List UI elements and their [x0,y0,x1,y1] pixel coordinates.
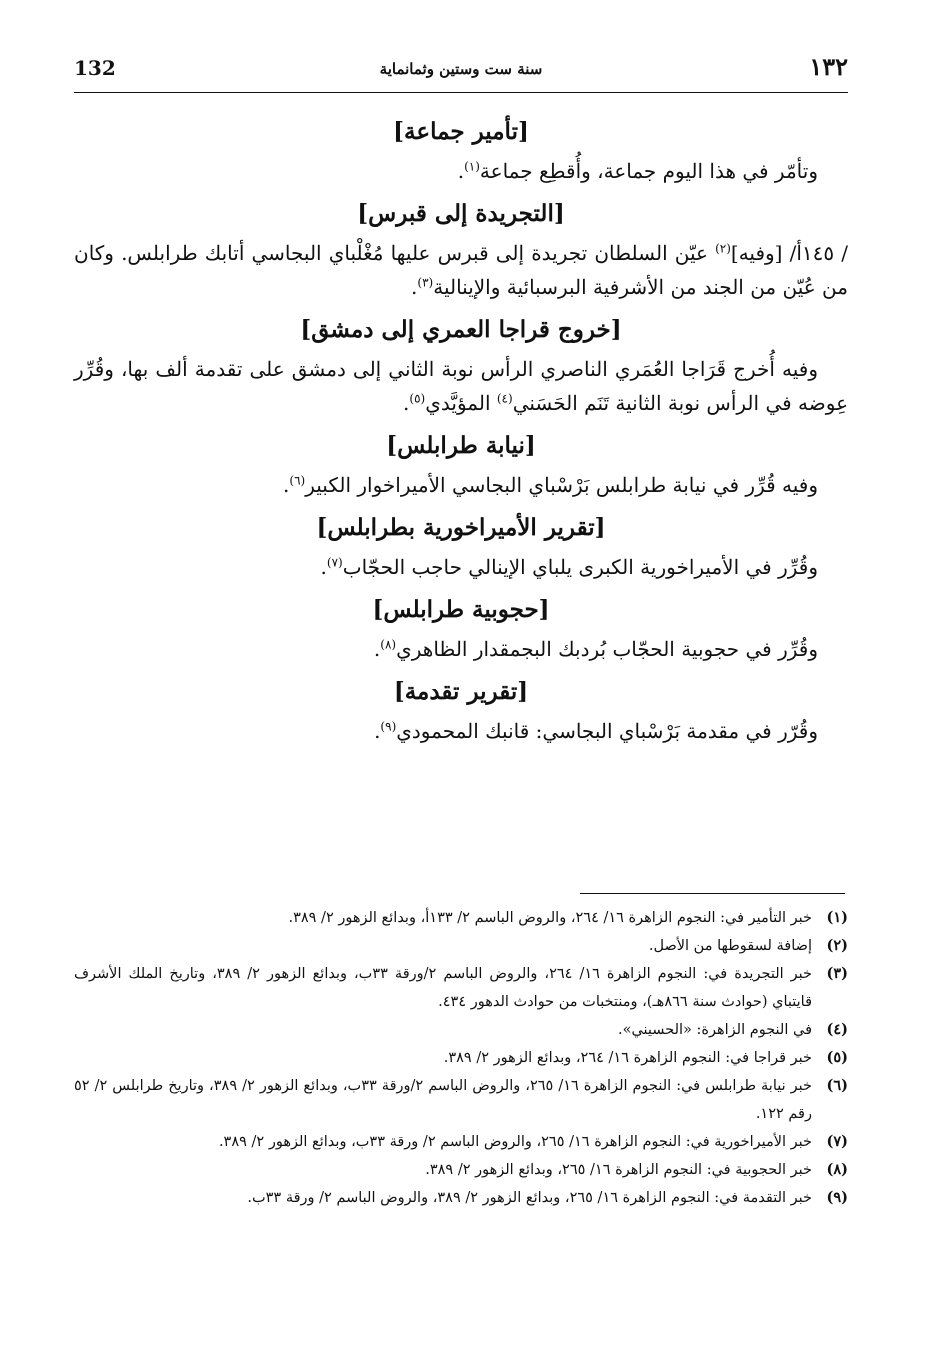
section-paragraph [74,632,848,666]
footnote-text: خبر الحجوبية في: النجوم الزاهرة ١٦/ ٢٦٥، وبدائع الزهور ٢/ ٣٨٩. [425,1162,812,1178]
footnote-marker: (٨) [380,637,397,652]
footnote-text: خبر نيابة طرابلس في: النجوم الزاهرة ١٦/ ٢٦٥، والروض الباسم ٢/ورقة ٣٣ب، وبدائع الزهور ٢/ ٣٨٩، وتاريخ طرابلس ٢/ ٥٢ رقم ١٢٢. [74,1078,813,1122]
footnote [74,932,848,960]
footnote-text: إضافة لسقوطها من الأصل. [648,938,812,954]
section-heading: [تقرير تقدمة] [393,678,529,705]
paragraph-end: . [403,391,410,415]
footnote-number: (٥) [826,1049,848,1066]
paragraph-text: وقُرّر في مقدمة بَرْسْباي البجاسي: قانبك المحمودي [396,719,818,743]
page-header [74,54,848,94]
footnote-marker: (٥) [409,391,426,406]
section-heading: [تقرير الأميراخورية بطرابلس] [316,514,606,541]
paragraph-text: وقُرِّر في حجوبية الحجّاب بُردبك البجمقدار الظاهري [396,637,818,661]
footnote-number: (٣) [826,965,848,982]
footnote-text: خبر التأمير في: النجوم الزاهرة ١٦/ ٢٦٤، والروض الباسم ٢/ ١٣٣أ، وبدائع الزهور ٢/ ٣٨٩. [288,910,812,926]
footnote [74,1044,848,1072]
footnote-number: (١) [826,909,848,926]
paragraph-end: . [374,719,381,743]
footnote-marker: (٢) [715,241,731,256]
paragraph-text: وفيه أُخرج قَرَاجا العُمَري الناصري الرأس نوبة الثاني إلى دمشق على تقدمة ألف بها، وقُرِّر عِوضه في الرأس نوبة الثانية تَنَم الحَسَني [74,357,848,415]
footnote [74,1184,848,1212]
footnote-text: خبر التقدمة في: النجوم الزاهرة ١٦/ ٢٦٥، وبدائع الزهور ٢/ ٣٨٩، والروض الباسم ٢/ ورقة ٣٣ب. [247,1190,812,1206]
footnote [74,1128,848,1156]
section-heading: [خروج قراجا العمري إلى دمشق] [300,316,622,343]
paragraph-end: . [411,275,418,299]
running-title: سنة ست وستين وثمانماية [379,60,543,78]
paragraph-text: وفيه قُرِّر في نيابة طرابلس بَرْسْباي البجاسي الأميراخوار الكبير [305,473,818,497]
paragraph-end: . [457,159,465,183]
section-heading: [نيابة طرابلس] [386,432,536,459]
paragraph-text: وتأمّر في هذا اليوم جماعة، وأُقطِع جماعة [479,159,818,183]
paragraph-end: . [320,555,327,579]
section-heading: [حجوبية طرابلس] [372,596,550,623]
section-paragraph [74,468,848,502]
footnote-text: في النجوم الزاهرة: «الحسيني». [617,1022,812,1038]
footnote-number: (٦) [826,1077,848,1094]
footnote-number: (٤) [826,1021,848,1038]
paragraph-text: المؤيَّدي [425,391,497,415]
footnote-marker: (١) [464,159,480,174]
footnote-number: (٩) [826,1189,848,1206]
section-paragraph [74,352,848,420]
footnote-marker: (٤) [496,391,513,406]
paragraph-text: وقُرِّر في الأميراخورية الكبرى يلباي الإينالي حاجب الحجّاب [342,555,818,579]
footnote-number: (٧) [826,1133,848,1150]
footnote-text: خبر الأميراخورية في: النجوم الزاهرة ١٦/ ٢٦٥، والروض الباسم ٢/ ورقة ٣٣ب، وبدائع الزهور ٢/ ٣٨٩. [218,1134,812,1150]
section-heading: [تأمير جماعة] [393,118,529,145]
header-rule [74,92,848,93]
section-heading: [التجريدة إلى قبرس] [357,200,565,227]
footnote-number: (٨) [826,1161,848,1178]
footnote [74,1072,848,1128]
section-paragraph [74,714,848,748]
paragraph-text: / ١٤٥أ/ [وفيه] [730,241,848,265]
footnote-marker: (٧) [326,555,343,570]
footnote [74,1156,848,1184]
section-paragraph [74,550,848,584]
page-number-arabic: ١٣٢ [809,52,848,81]
footnote [74,904,848,932]
footnote-marker: (٦) [289,473,306,488]
footnote-text: خبر التجريدة في: النجوم الزاهرة ١٦/ ٢٦٤، والروض الباسم ٢/ورقة ٣٣ب، وبدائع الزهور ٢/ ٣٨٩، وتاريخ الملك الأشرف قايتباي (حوادث سنة ٨٦٦هـ)، ومنتخبات من حوادث الدهور ٤٣٤. [74,966,812,1010]
page-number-latin: 132 [74,56,116,80]
main-text [74,108,848,754]
paragraph-end: . [283,473,290,497]
section-paragraph [74,236,848,304]
paragraph-end: . [373,637,381,661]
footnote-marker: (٩) [380,719,397,734]
footnote-separator [580,893,845,894]
footnote-marker: (٣) [417,275,434,290]
footnotes [74,904,848,1212]
section-paragraph [74,154,848,188]
footnote [74,960,848,1016]
footnote [74,1016,848,1044]
footnote-number: (٢) [826,937,848,954]
footnote-text: خبر قراجا في: النجوم الزاهرة ١٦/ ٢٦٤، وبدائع الزهور ٢/ ٣٨٩. [443,1050,812,1066]
paragraph-text: عيّن السلطان تجريدة إلى قبرس عليها مُغْلْباي البجاسي أتابك طرابلس. وكان من عُيّن من الجند من الأشرفية البرسبائية والإينالية [74,241,848,299]
